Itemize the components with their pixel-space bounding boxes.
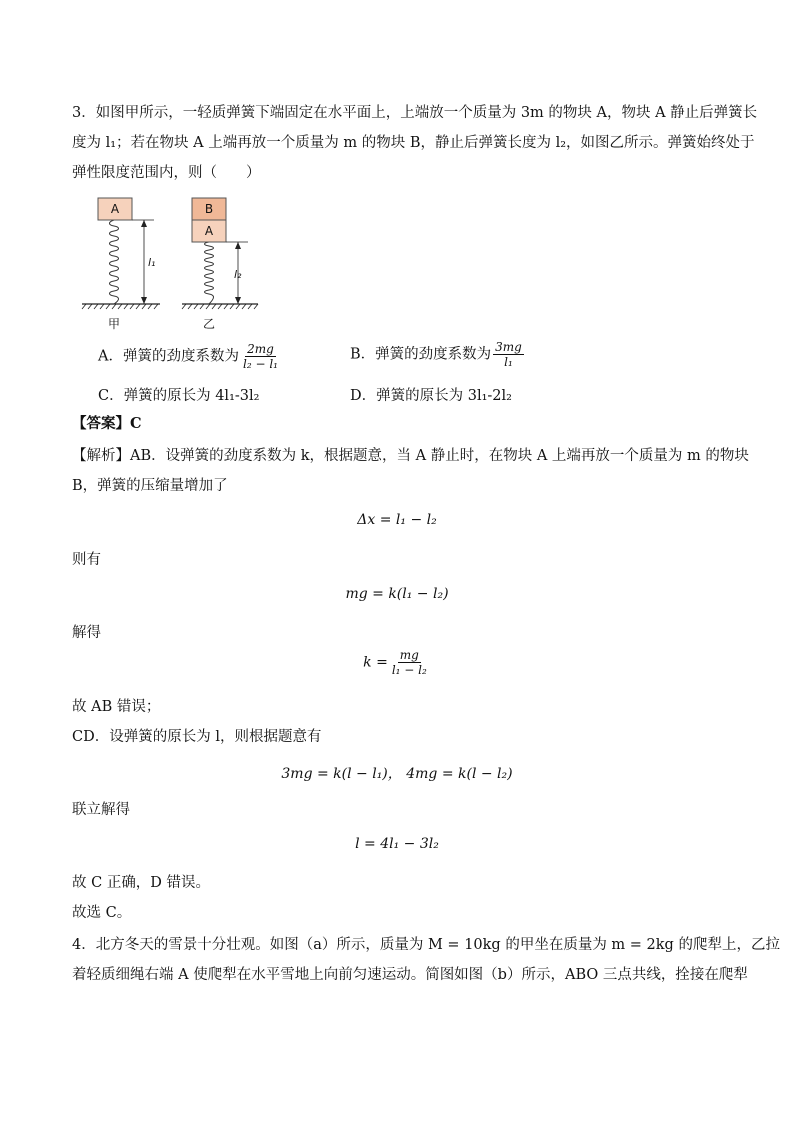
q4-stem-line-1: 4．北方冬天的雪景十分壮观。如图（a）所示，质量为 M = 10kg 的甲坐在质量为 m = 2kg 的爬犁上，乙拉	[72, 937, 780, 953]
caption-jia: 甲	[107, 317, 121, 331]
spring-figure	[78, 192, 268, 332]
svg-text:A: A	[204, 224, 214, 238]
equation-l: l = 4l₁ − 3l₂	[355, 836, 439, 852]
svg-text:A: A	[110, 202, 120, 216]
spring-jia	[110, 220, 119, 304]
equation-delta-x: Δx = l₁ − l₂	[357, 512, 437, 528]
option-c: C．弹簧的原长为 4l₁-3l₂	[98, 388, 260, 404]
cd-line: CD．设弹簧的原长为 l，则根据题意有	[72, 729, 322, 745]
equation-mg: mg = k(l₁ − l₂)	[345, 586, 449, 602]
joint-label: 联立解得	[72, 802, 130, 818]
spring-yi	[205, 242, 214, 304]
ab-wrong-line: 故 AB 错误；	[72, 699, 161, 715]
svg-text:l₁: l₁	[148, 256, 156, 269]
choose-line: 故选 C。	[72, 905, 132, 921]
q3-stem-line-3: 弹性限度范围内，则（ ）	[72, 165, 261, 181]
solve-label: 解得	[72, 625, 101, 641]
c-right-line: 故 C 正确，D 错误。	[72, 875, 211, 891]
equation-k: k = $\frac{mg}{\text{l₁ − l₂}}$	[363, 648, 427, 677]
solution-line-2: B，弹簧的压缩量增加了	[72, 478, 228, 494]
equation-system: 3mg = k(l − l₁)， 4mg = k(l − l₂)	[281, 766, 513, 782]
svg-text:B: B	[204, 202, 214, 216]
solution-line-1: 【解析】AB．设弹簧的劲度系数为 k，根据题意，当 A 静止时，在物块 A 上端再放一个质量为 m 的物块	[72, 448, 749, 464]
option-d: D．弹簧的原长为 3l₁-2l₂	[350, 388, 512, 404]
q4-stem-line-2: 着轻质细绳右端 A 使爬犁在水平雪地上向前匀速运动。简图如图（b）所示，ABO 三点共线，拴接在爬犁	[72, 967, 748, 983]
q3-stem-line-2: 度为 l₁；若在物块 A 上端再放一个质量为 m 的物块 B，静止后弹簧长度为 l₂，如图乙所示。弹簧始终处于	[72, 135, 755, 151]
caption-yi: 乙	[202, 317, 216, 331]
then-label: 则有	[72, 552, 101, 568]
q3-stem-line-1: 3．如图甲所示，一轻质弹簧下端固定在水平面上，上端放一个质量为 3m 的物块 A，物块 A 静止后弹簧长	[72, 105, 758, 121]
answer-line: 【答案】C	[72, 415, 142, 432]
option-a: A．弹簧的劲度系数为 $\frac{2mg}{\text{l₂ − l₁}}$	[98, 342, 278, 371]
svg-text:l₂: l₂	[234, 268, 242, 281]
option-b: B．弹簧的劲度系数为 $\frac{3mg}{\text{l₁}}$	[350, 340, 522, 369]
